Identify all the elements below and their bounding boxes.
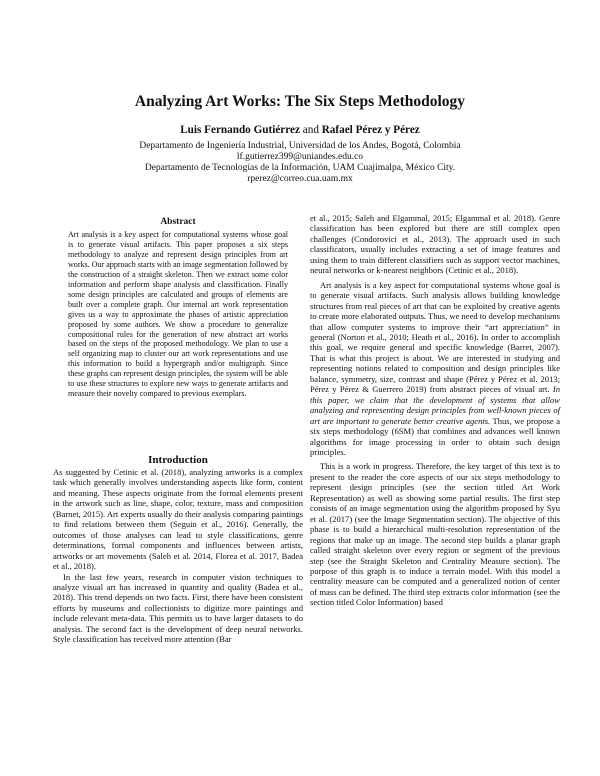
- intro-paragraph-1: As suggested by Cetinic et al. (2018), analyzing artworks is a complex task which generally involves understanding aspects like form, content and meaning. These aspects originate from the formal elements present in the artwork such as line, shape, color, texture, mass and composition (Barnet, 2015). Art experts usually do their analysis comparing paintings to find relations between them (Seguin et al., 2016). Generally, the outcomes of those analyses can lead to style classifications, genre determinations, formal components and influences between artists, artworks or art movements (Saleh et al. 2014, Florea et al. 2017, Badea et al., 2018).: [53, 467, 303, 572]
- left-column-body: [53, 467, 303, 645]
- author-2: Rafael Pérez y Pérez: [321, 124, 420, 136]
- right-paragraph-1: et al., 2015; Saleh and Elgammal, 2015; Elgammal et al. 2018). Genre classification has been explored but there are still complex open challenges (Condorovici et al., 2013). The approach used in such classificators, usually includes extracting a set of image features and using them to train different classifiers such as support vector machines, neural networks or k-nearest neighbors (Cetinic et al., 2018).: [310, 213, 560, 276]
- author-line: [0, 124, 600, 137]
- right-column-body: [310, 213, 560, 608]
- abstract-heading: Abstract: [160, 217, 196, 227]
- abstract-text: Art analysis is a key aspect for computational systems whose goal is to generate visual artifacts. This paper proposes a six steps methodology to analyze and represent design principles from art works. Our approach starts with an image segmentation followed by the construction of a straight skeleton. Then we extract some color information and perform shape analysis and classification. Finally some design principles are calculated and groups of elements are built over a complete graph. Our internal art work representation gives us a way to approximate the phases of artistic appreciation proposed by some authors. We show a procedure to generalize compositional rules for the generation of new abstract art works based on the steps of the proposed methodology. We plan to use a self organizing map to cluster our art work representations and use this information to build a hypergraph and/or multigraph. Since these graphs can represent design principles, the system will be able to use these structures to explore new ways to generate artifacts and measure their novelty compared to previous exemplars.: [68, 230, 288, 399]
- author-join: and: [299, 124, 322, 136]
- right-paragraph-2-text: Art analysis is a key aspect for computational systems whose goal is to generate visual artifacts. Such analysis allows building knowledge structures from real pieces of art that can be exploited by creative agents to create more elaborated outputs. Thus, we need to develop mechanisms that allow computer systems to improve their “art appreciation” in general (Norton et al., 2010; Heath et al., 2016). In order to accomplish this goal, we require general and specific knowledge (Barret, 2007). That is what this project is about. We are interested in studying and representing notions related to composition and design principles like balance, symmetry, size, contrast and shape (Pérez y Pérez et al. 2013; Pérez y Pérez & Guerrero 2019) from abstract pieces of visual art.: [310, 279, 560, 395]
- right-paragraph-2: [310, 280, 560, 458]
- affiliation-1: Departamento de Ingeniería Industrial, Universidad de los Andes, Bogotá, Colombia: [139, 141, 461, 151]
- right-paragraph-2-claim: In this paper, we claim that the development of systems that allow analyzing and representing design principles from well-known pieces of art are important to generate better creative agents.: [310, 384, 561, 426]
- email-1: lf.gutierrez399@uniandes.edu.co: [236, 152, 364, 162]
- author-1: Luis Fernando Gutiérrez: [180, 124, 300, 136]
- right-paragraph-2-end: Thus, we propose a six steps methodology (6SM) that combines and advances well known algorithms for image processing in order to obtain such design principles.: [310, 415, 560, 457]
- intro-paragraph-2: In the last few years, research in computer vision techniques to analyze visual art has increased in quantity and quality (Badea et al., 2018). This trend depends on two facts. First, there have been consistent efforts by museums and collectionists to digitize more paintings and include relevant meta-data. This permits us to have larger datasets to do analysis. The second fact is the development of deep neural networks. Style classification has received more attention (Bar: [53, 571, 303, 645]
- right-paragraph-3: This is a work in progress. Therefore, the key target of this text is to present to the reader the core aspects of our six steps methodology to represent design principles (see the section titled Art Work Representation) as well as showing some partial results. The first step consists of an image segmentation using the algorithm proposed by Syu et al. (2017) (see the Image Segmentation section). The objective of this phase is to build a hierarchical multi-resolution representation of the regions that make up an image. The second step builds a planar graph called straight skeleton over every region or segment of the previous step (see the Straight Skeleton and Centrality Measure section). The purpose of this graph is to induce a terrain model. With this model a centrality measure can be computed and a generalized notion of center of mass can be defined. The third step extracts color information (see the section titled Color Information) based: [310, 461, 560, 608]
- affiliation-2: Departamento de Tecnologías de la Información, UAM Cuajimalpa, México City.: [144, 163, 456, 173]
- introduction-heading: Introduction: [148, 454, 208, 466]
- paper-title: Analyzing Art Works: The Six Steps Methodology: [134, 93, 466, 110]
- email-2: rperez@correo.cua.uam.mx: [247, 174, 353, 184]
